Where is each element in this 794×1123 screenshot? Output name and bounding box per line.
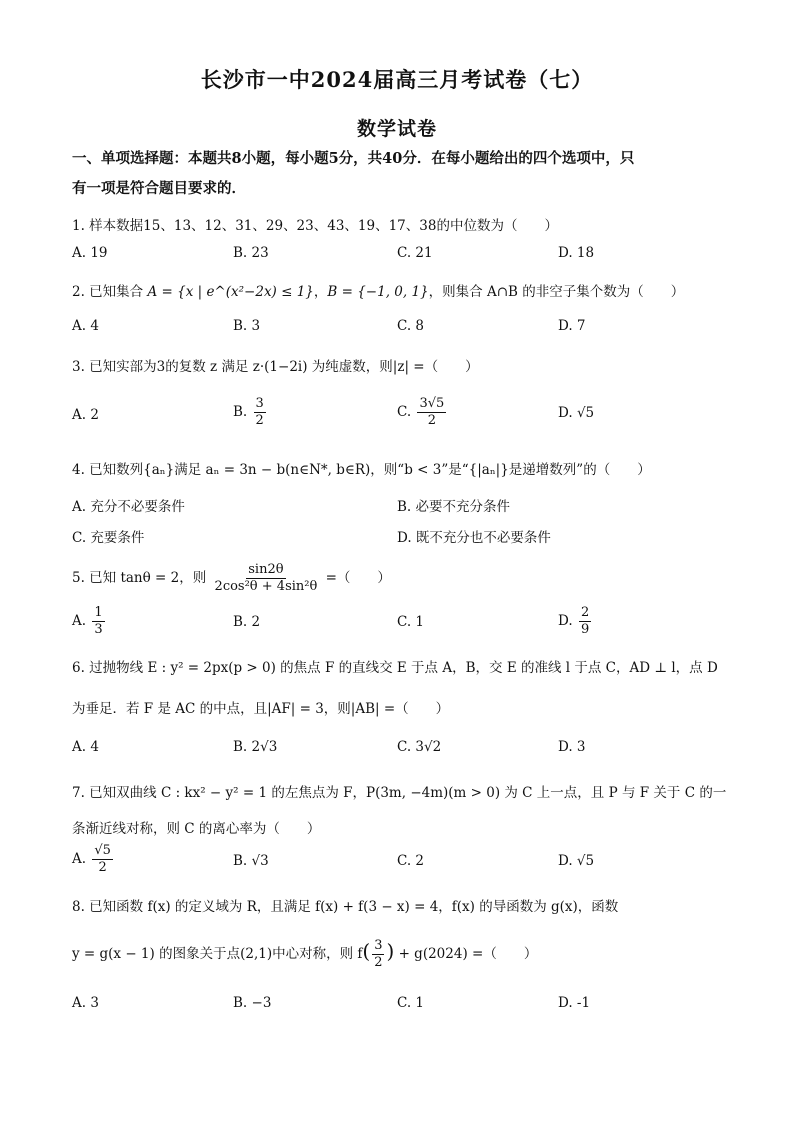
q4-option-c: C. 充要条件	[72, 530, 145, 546]
q6-option-b: B. 2√3	[233, 739, 278, 755]
q3-option-d-value: √5	[576, 405, 595, 421]
fraction-numerator: √5	[94, 843, 111, 858]
fraction-denominator: 2cos²θ + 4sin²θ	[214, 579, 318, 594]
fraction-numerator: 3√5	[419, 396, 445, 411]
fraction-denominator: 2	[374, 955, 383, 970]
q3-option-b	[233, 396, 268, 429]
q3-option-b-label: B.	[233, 404, 248, 420]
q5-option-d-fraction	[579, 605, 591, 638]
fraction-denominator: 3	[94, 622, 103, 637]
q5-stem-part-a: 5. 已知 tanθ = 2，则	[72, 570, 207, 586]
q5-option-d	[558, 605, 593, 638]
question-4-stem: 4. 已知数列{aₙ}满足 aₙ = 3n − b(n∈N*, b∈R)，则“b < 3”是“{|aₙ|}是递增数列”的（ ）	[72, 462, 651, 478]
q3-option-c-fraction	[417, 396, 446, 429]
question-7-line1: 7. 已知双曲线 C : kx² − y² = 1 的左焦点为 F，P(3m, −4m)(m > 0) 为 C 上一点，且 P 与 F 关于 C 的一	[72, 785, 727, 801]
q2-set-a: A = {x | e^(x²−2x) ≤ 1}	[147, 284, 314, 300]
q2-stem-part-c: ，则集合 A∩B 的非空子集个数为（ ）	[428, 284, 685, 300]
q8-option-d: D. -1	[558, 995, 591, 1011]
question-6-line2: 为垂足．若 F 是 AC 的中点，且|AF| = 3，则|AB| =（ ）	[72, 701, 450, 717]
q5-option-d-label: D.	[558, 613, 573, 629]
q1-option-b: B. 23	[233, 245, 269, 261]
q8-fraction	[372, 938, 384, 971]
fraction-numerator: 3	[255, 396, 264, 411]
fraction-numerator: 1	[94, 605, 103, 620]
q3-option-b-fraction	[254, 396, 266, 429]
question-6-line1: 6. 过抛物线 E : y² = 2px(p > 0) 的焦点 F 的直线交 E 于点 A，B，交 E 的准线 l 于点 C，AD ⊥ l，点 D	[72, 660, 718, 676]
q5-stem-fraction	[213, 562, 320, 595]
fraction-numerator: 3	[374, 938, 383, 953]
fraction-denominator: 9	[580, 622, 590, 637]
q2-option-a: A. 4	[72, 318, 99, 334]
q7-option-b: B. √3	[233, 853, 269, 869]
q8-option-b: B. −3	[233, 995, 272, 1011]
q3-option-c	[397, 396, 448, 429]
q8-line2-part-a: y = g(x − 1) 的图象关于点(2,1)中心对称，则 f	[72, 946, 363, 962]
q5-option-a-label: A.	[72, 613, 87, 629]
q4-option-a: A. 充分不必要条件	[72, 499, 185, 515]
section-heading	[72, 144, 720, 204]
q8-option-a: A. 3	[72, 995, 99, 1011]
q1-option-a: A. 19	[72, 245, 108, 261]
q2-option-c: C. 8	[397, 318, 425, 334]
q2-stem-part-a: 2. 已知集合	[72, 284, 144, 300]
fraction-numerator: 2	[580, 605, 590, 620]
fraction-denominator: 2	[98, 860, 107, 875]
q2-option-d: D. 7	[558, 318, 586, 334]
question-2-stem	[72, 280, 732, 300]
q3-option-a: A. 2	[72, 407, 99, 423]
q4-option-d: D. 既不充分也不必要条件	[397, 530, 551, 546]
q7-option-a-fraction	[92, 843, 113, 876]
page-subtitle: 数学试卷	[356, 118, 437, 140]
q1-option-d: D. 18	[558, 245, 595, 261]
q5-option-a	[72, 605, 107, 638]
question-8-line2: y = g(x − 1) 的图象关于点(2,1)中心对称，则 f( $\frac{3}{2}$ ) + g(2024) =（ ）	[72, 938, 538, 970]
q1-option-c: C. 21	[397, 245, 433, 261]
fraction-denominator: 2	[427, 413, 436, 428]
q5-stem-part-b: =（ ）	[325, 570, 391, 586]
question-8-line1: 8. 已知函数 f(x) 的定义域为 R，且满足 f(x) + f(3 − x) = 4，f(x) 的导函数为 g(x)，函数	[72, 899, 619, 915]
q6-option-c: C. 3√2	[397, 739, 442, 755]
q3-option-c-label: C.	[397, 404, 412, 420]
question-3-stem: 3. 已知实部为3的复数 z 满足 z·(1−2i) 为纯虚数，则|z| =（ ）	[72, 359, 479, 375]
q2-option-b: B. 3	[233, 318, 261, 334]
section-heading-line1: 一、单项选择题：本题共8小题，每小题5分，共40分．在每小题给出的四个选项中，只	[72, 150, 635, 167]
q2-stem-part-b: ，	[313, 284, 328, 300]
fraction-numerator: sin2θ	[248, 562, 284, 577]
q2-set-b: B = {−1, 0, 1}	[327, 284, 429, 300]
q5-option-b: B. 2	[233, 614, 261, 630]
page-title: 长沙市一中2024届高三月考试卷（七）	[200, 67, 594, 92]
q8-line2-part-b: + g(2024) =（ ）	[398, 946, 538, 962]
q6-option-d: D. 3	[558, 739, 586, 755]
question-5-stem	[72, 562, 732, 595]
q8-option-c: C. 1	[397, 995, 425, 1011]
fraction-denominator: 2	[255, 413, 264, 428]
q5-option-a-fraction	[92, 605, 104, 638]
q7-option-d: D. √5	[558, 853, 595, 869]
q4-option-b: B. 必要不充分条件	[397, 499, 511, 515]
q7-option-c: C. 2	[397, 853, 425, 869]
question-7-line2: 条渐近线对称，则 C 的离心率为（ ）	[72, 821, 321, 837]
q6-option-a: A. 4	[72, 739, 99, 755]
q7-option-a	[72, 843, 115, 876]
q7-option-a-label: A.	[72, 851, 87, 867]
q3-option-d-label: D.	[558, 405, 573, 421]
section-heading-line2: 有一项是符合题目要求的．	[72, 180, 246, 197]
question-1-stem: 1. 样本数据15、13、12、31、29、23、43、19、17、38的中位数为（ ）	[72, 218, 558, 234]
q3-option-d	[558, 405, 594, 421]
q5-option-c: C. 1	[397, 614, 425, 630]
